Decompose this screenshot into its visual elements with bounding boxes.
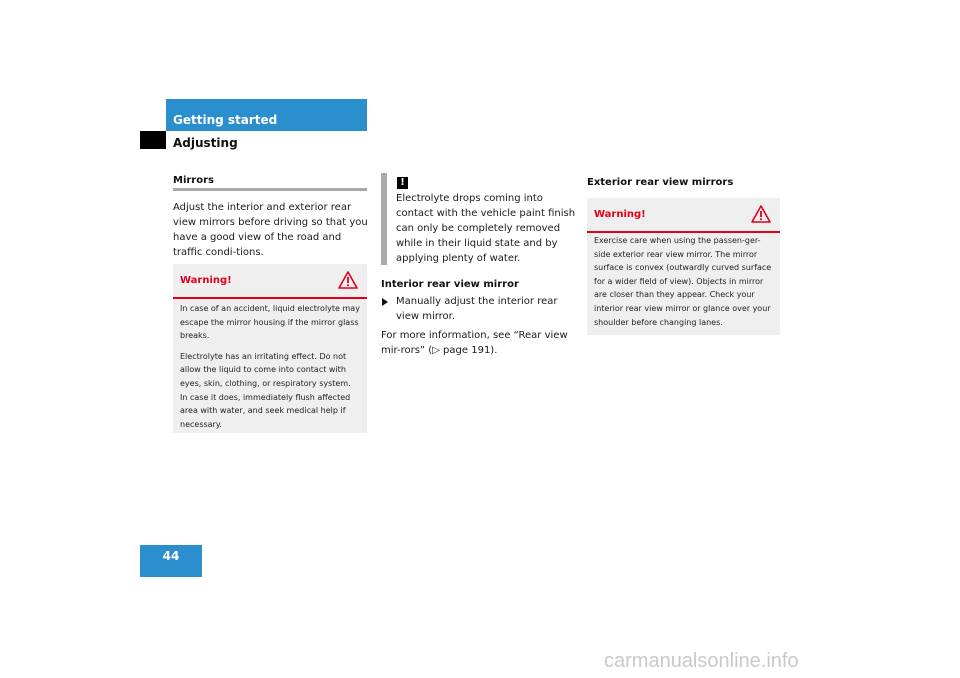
warning-text-1: In case of an accident, liquid electrolyte may escape the mirror housing if the mirror glass breaks.: [180, 304, 360, 341]
warning-box-electrolyte: [173, 264, 367, 433]
warning-title: Warning!: [180, 275, 232, 286]
note-text: Electrolyte drops coming into contact with the vehicle paint finish can only be completely removed while in their liquid state and by applying plenty of water.: [396, 193, 576, 264]
warning-triangle-icon: [751, 204, 771, 224]
mirrors-heading: Mirrors: [173, 175, 214, 186]
warning-header: [587, 198, 780, 233]
note-bar: [381, 173, 387, 265]
triangle-bullet-icon: [382, 298, 388, 306]
more-info-text: For more information, see “Rear view mir-rors” (▷ page 191).: [381, 330, 568, 356]
warning-title: Warning!: [594, 209, 646, 220]
interior-step-text: Manually adjust the interior rear view mirror.: [396, 296, 558, 322]
warning-text: Exercise care when using the passen-ger-side exterior rear view mirror. The mirror surface is convex (outwardly curved surface for a wider field of view). Objects in mirror are closer than they appear. Check your interior rear view mirror or glance over your shoulder before changing lanes.: [594, 236, 772, 327]
warning-header: [173, 264, 367, 299]
section-title: Getting started: [173, 113, 278, 127]
watermark: carmanualsonline.info: [604, 650, 799, 672]
subsection-title: Adjusting: [173, 136, 238, 150]
warning-box-exterior: [587, 198, 780, 335]
warning-text-2: Electrolyte has an irritating effect. Do not allow the liquid to come into contact with eyes, skin, clothing, or respiratory system. In case it does, immediately flush affected area with water, and seek medical help if necessary.: [180, 351, 351, 429]
mirrors-intro-text: Adjust the interior and exterior rear view mirrors before driving so that you have a good view of the road and traffic condi-tions.: [173, 202, 368, 258]
exterior-mirrors-heading: Exterior rear view mirrors: [587, 177, 734, 188]
exclamation-icon: !: [397, 177, 408, 189]
interior-mirror-heading: Interior rear view mirror: [381, 279, 519, 290]
warning-triangle-icon: [338, 270, 358, 290]
heading-rule: [173, 188, 367, 191]
page-number: 44: [162, 549, 180, 563]
header-marker: [140, 131, 166, 149]
